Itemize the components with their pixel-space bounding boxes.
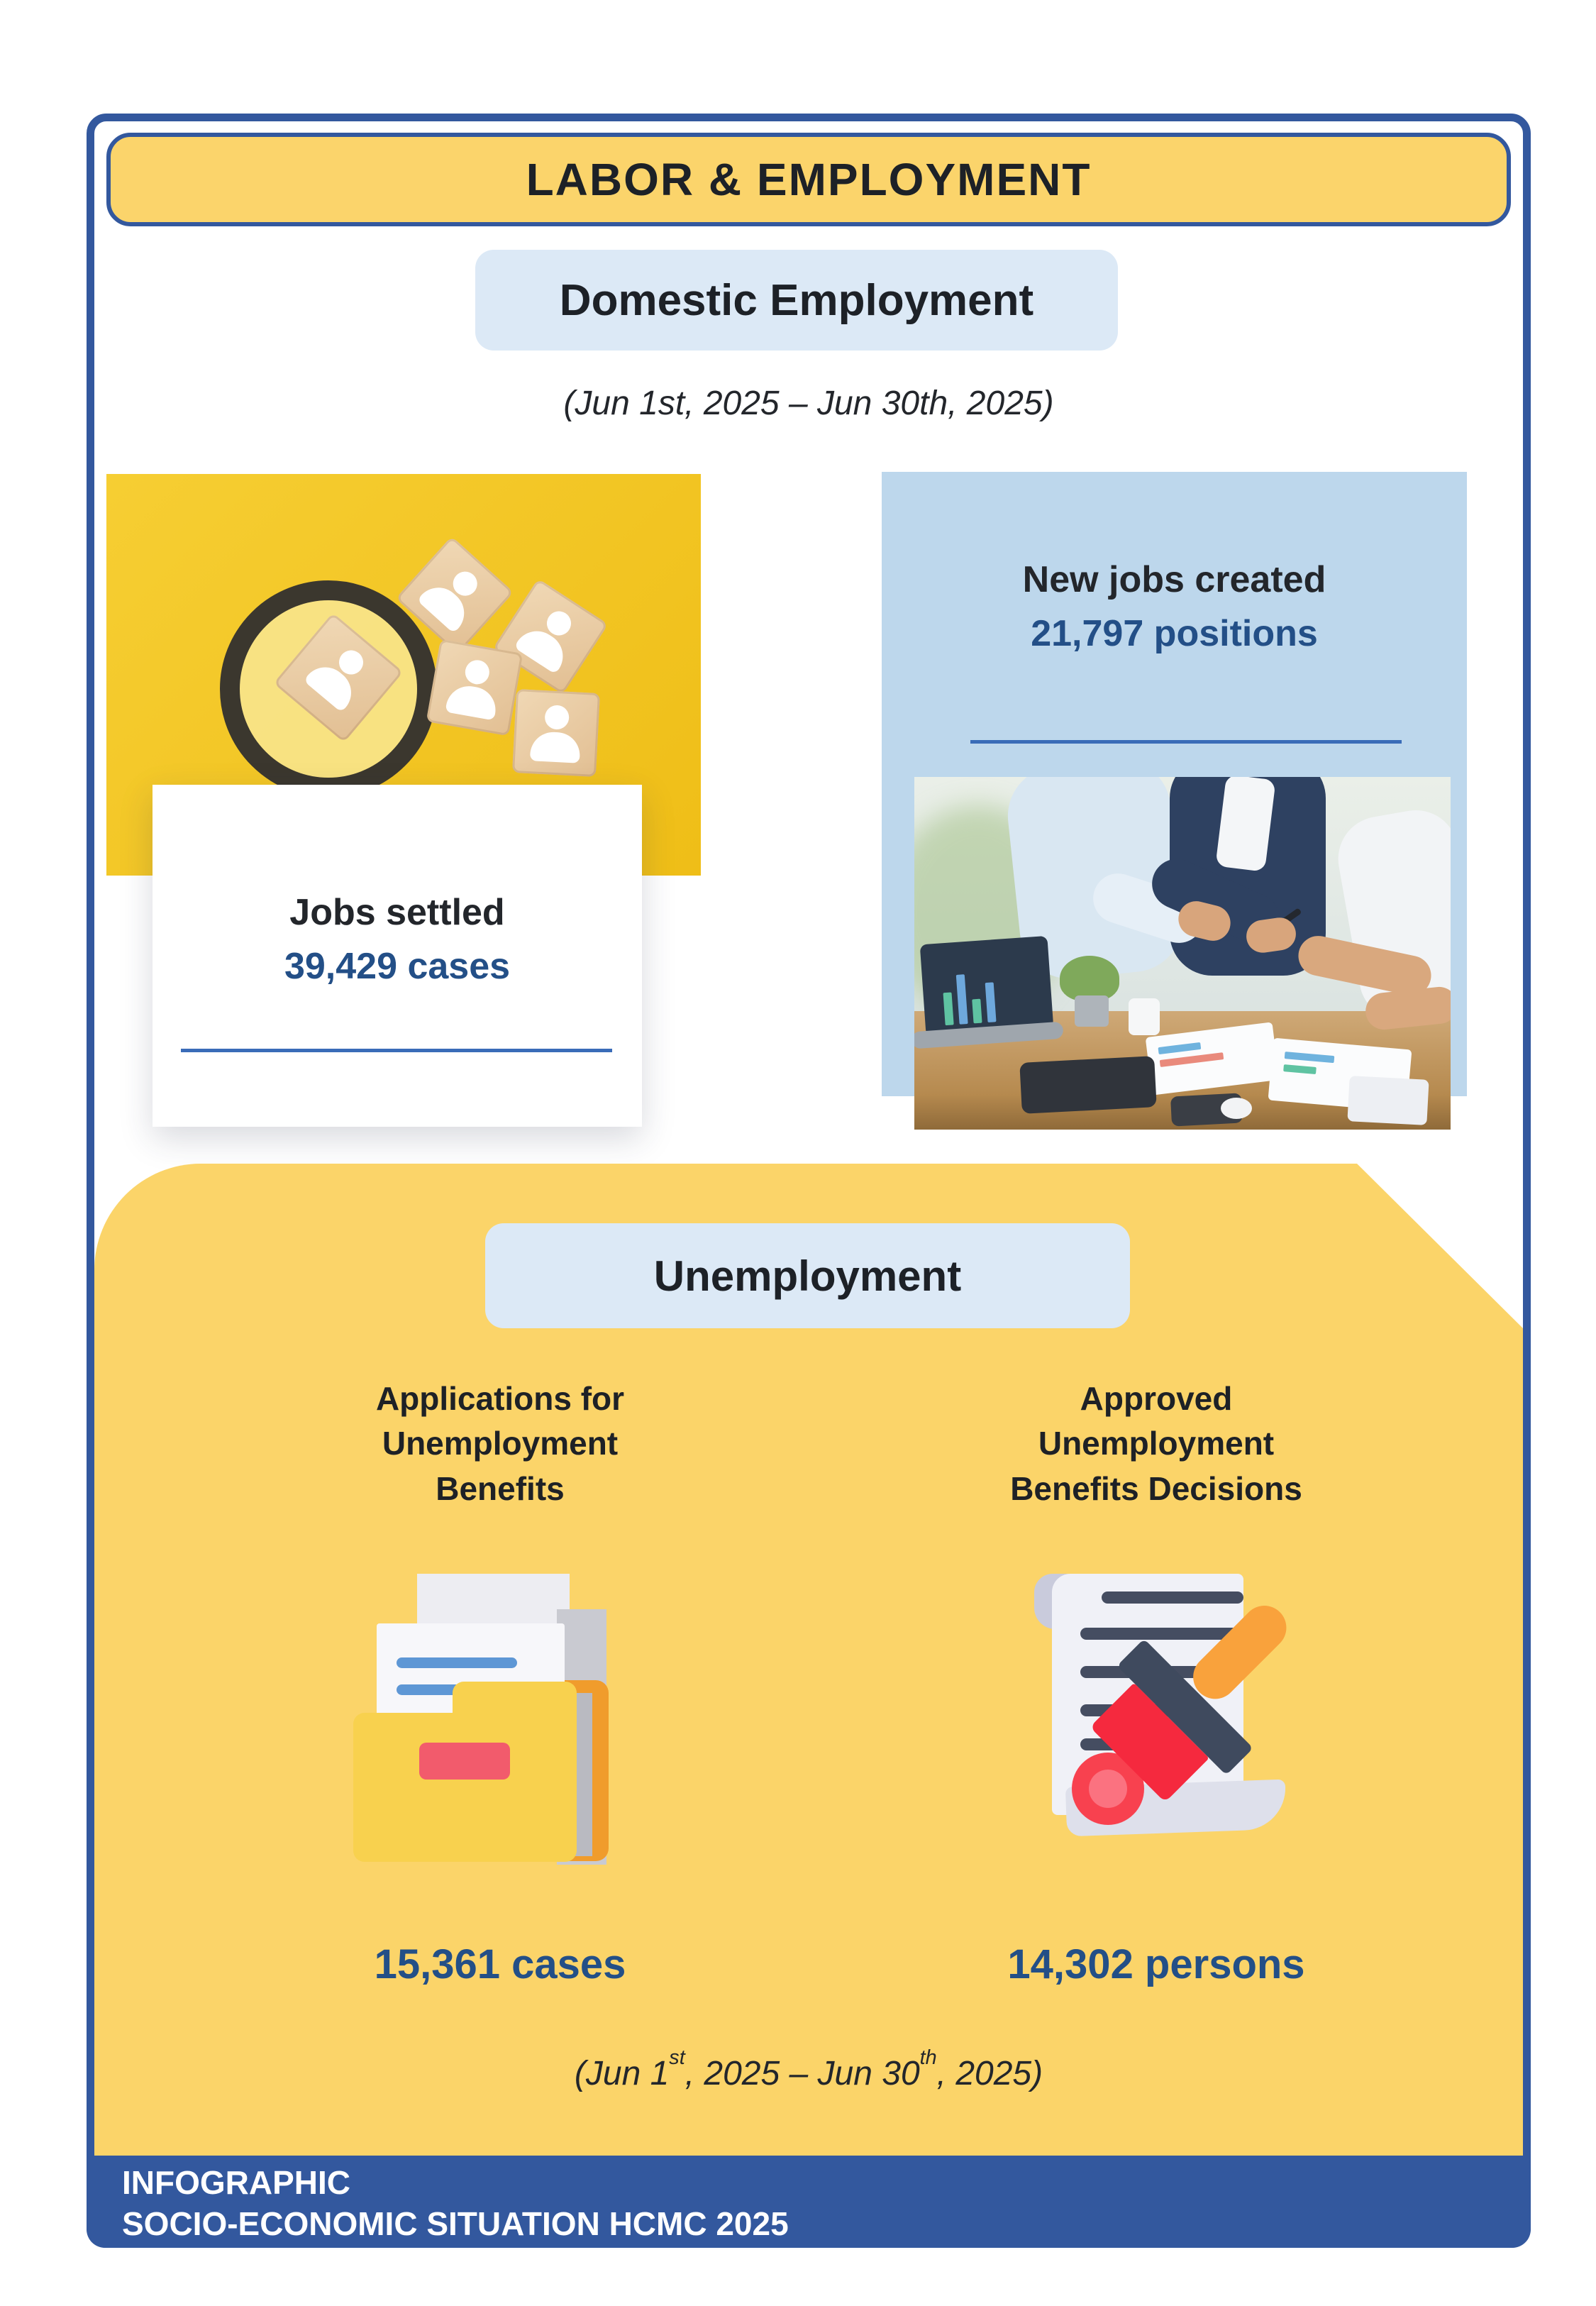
folder-front-shape	[353, 1713, 577, 1862]
page-title: LABOR & EMPLOYMENT	[526, 154, 1092, 205]
paper-chart-line	[1283, 1064, 1317, 1074]
cup-shape	[1129, 998, 1160, 1035]
corner-cut-shape	[1357, 1164, 1523, 1328]
seal-inner-shape	[1089, 1770, 1127, 1808]
paper-chart-line	[1160, 1052, 1224, 1067]
applications-value: 15,361 cases	[374, 1941, 626, 1987]
period-part: (Jun 1	[574, 2055, 670, 2092]
business-meeting-photo	[914, 777, 1451, 1130]
domestic-employment-section-header	[475, 250, 1118, 351]
folder-divider-shape	[575, 1693, 592, 1856]
unemployment-section	[94, 1164, 1523, 2156]
person-body-icon	[445, 683, 499, 721]
jobs-settled-value: 39,429 cases	[284, 946, 511, 987]
plant-pot-shape	[1075, 995, 1109, 1027]
person-head-icon	[463, 658, 491, 686]
period-part: , 2025 – Jun 30	[685, 2055, 920, 2092]
approved-document-stamp-icon	[1009, 1574, 1293, 1861]
new-jobs-value: 21,797 positions	[1031, 613, 1318, 654]
person-block-icon	[426, 639, 523, 737]
chart-bar	[972, 999, 982, 1024]
divider-line	[181, 1049, 612, 1052]
period-part: , 2025)	[936, 2055, 1043, 2092]
applications-heading-line: Applications for	[375, 1380, 625, 1417]
new-jobs-label: New jobs created	[1022, 559, 1326, 600]
plant-icon	[1060, 956, 1119, 1001]
applications-heading-line: Unemployment	[382, 1425, 619, 1462]
stamp-handle-shape	[1184, 1596, 1295, 1708]
laptop-icon	[920, 936, 1054, 1037]
calculator-icon	[1347, 1076, 1429, 1125]
chart-bar	[943, 992, 953, 1025]
applications-heading-line: Benefits	[436, 1469, 565, 1507]
unemployment-period-label	[94, 2046, 1523, 2093]
period-superscript: st	[669, 2046, 685, 2070]
page-frame	[87, 114, 1531, 2248]
footer-line-2: SOCIO-ECONOMIC SITUATION HCMC 2025	[122, 2205, 789, 2242]
applications-heading	[252, 1377, 748, 1511]
tablet-icon	[1019, 1056, 1157, 1114]
footer-bar	[87, 2156, 1531, 2248]
divider-line	[970, 740, 1402, 744]
chart-bar	[985, 982, 997, 1022]
approved-heading-line: Benefits Decisions	[1010, 1469, 1302, 1507]
folder-documents-icon	[350, 1574, 633, 1861]
person-head-icon	[544, 705, 570, 730]
earbud-case-shape	[1221, 1098, 1252, 1119]
paper-chart-line	[1285, 1052, 1335, 1063]
period-superscript: th	[919, 2046, 937, 2070]
person-block-icon	[512, 689, 600, 777]
approved-heading-line: Approved	[1080, 1380, 1233, 1417]
approved-heading-line: Unemployment	[1038, 1425, 1275, 1462]
footer-line-1: INFOGRAPHIC	[122, 2164, 350, 2201]
unemployment-section-header	[485, 1223, 1130, 1328]
person-body-icon	[530, 731, 581, 763]
approved-heading	[908, 1377, 1404, 1511]
paper-chart-line	[1158, 1042, 1202, 1054]
jobs-settled-card	[153, 785, 642, 1127]
folder-label-shape	[419, 1743, 510, 1780]
jobs-settled-label: Jobs settled	[289, 892, 505, 933]
chart-bar	[956, 974, 968, 1025]
text-line-shape	[397, 1657, 517, 1668]
approved-value: 14,302 persons	[1007, 1941, 1305, 1987]
header-banner	[106, 133, 1511, 226]
domestic-employment-title: Domestic Employment	[559, 275, 1034, 325]
unemployment-title: Unemployment	[653, 1252, 962, 1300]
domestic-period-label: (Jun 1st, 2025 – Jun 30th, 2025)	[563, 385, 1054, 422]
